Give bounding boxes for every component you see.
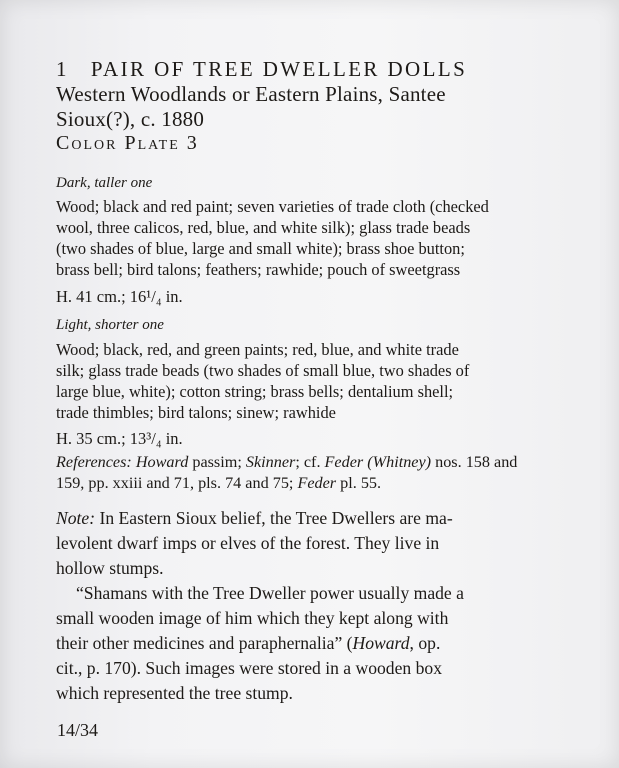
ref-pl: pl. 55. — [336, 474, 382, 492]
note-howard: Howard — [352, 633, 410, 653]
note-line-8: which represented the tree stump. — [56, 683, 293, 703]
light-doll-line-2: silk; glass trade beads (two shades of small blue, two shades of — [56, 361, 470, 380]
ref-nos: nos. 158 and — [431, 453, 518, 471]
origin-line-1: Western Woodlands or Eastern Plains, Santee — [56, 82, 446, 106]
light-doll-measure: H. 35 cm.; 13³/₄ in. — [56, 429, 183, 448]
references-label: References: — [56, 453, 132, 471]
note-line-1 — [56, 508, 453, 529]
note-line-5: small wooden image of him which they kept along with — [56, 608, 449, 628]
note-line-4: “Shamans with the Tree Dweller power usually made a — [76, 583, 464, 603]
note-line-6-a: their other medicines and paraphernalia” ( — [56, 633, 353, 653]
entry-title-text: PAIR OF TREE DWELLER DOLLS — [90, 57, 468, 81]
light-doll-label: Light, shorter one — [56, 317, 164, 333]
note-label: Note: — [56, 508, 96, 528]
ref-skinner: Skinner — [245, 453, 296, 471]
origin-line-2: Sioux(?), c. 1880 — [56, 107, 205, 131]
ref-howard: Howard — [135, 453, 189, 471]
entry-number: 1 — [56, 57, 69, 81]
page-number: 14/34 — [57, 720, 99, 740]
dark-doll-line-2: wool, three calicos, red, blue, and white silk); glass trade beads — [56, 218, 471, 237]
ref-cf: ; cf. — [295, 453, 325, 471]
note-line-7: cit., p. 170). Such images were stored in a wooden box — [56, 658, 442, 678]
ref-passim: passim; — [188, 453, 246, 471]
entry-title — [56, 57, 467, 82]
light-doll-line-4: trade thimbles; bird talons; sinew; rawhide — [56, 403, 336, 422]
note-line-3: hollow stumps. — [56, 558, 164, 578]
dark-doll-measure: H. 41 cm.; 16¹/₄ in. — [56, 287, 183, 306]
ref-feder: Feder — [297, 474, 337, 492]
ref-feder-whitney: Feder (Whitney) — [324, 453, 432, 471]
note-line-6 — [56, 633, 440, 654]
light-doll-line-3: large blue, white); cotton string; brass bells; dentalium shell; — [56, 382, 454, 401]
color-plate: Color Plate 3 — [56, 132, 199, 154]
dark-doll-label: Dark, taller one — [56, 175, 153, 191]
references-line-1 — [56, 453, 517, 472]
note-line-6-b: , op. — [409, 633, 441, 653]
note-line-2: levolent dwarf imps or elves of the forest. They live in — [56, 533, 440, 553]
light-doll-line-1: Wood; black, red, and green paints; red, blue, and white trade — [56, 340, 459, 359]
references-line-2 — [56, 474, 381, 493]
dark-doll-line-3: (two shades of blue, large and small white); brass shoe button; — [56, 239, 465, 258]
dark-doll-line-4: brass bell; bird talons; feathers; rawhide; pouch of sweetgrass — [56, 260, 461, 279]
ref-pages: 159, pp. xxiii and 71, pls. 74 and 75; — [56, 474, 298, 492]
note-line-1-text: In Eastern Sioux belief, the Tree Dwellers are ma- — [95, 508, 453, 528]
dark-doll-line-1: Wood; black and red paint; seven varieties of trade cloth (checked — [56, 197, 489, 216]
